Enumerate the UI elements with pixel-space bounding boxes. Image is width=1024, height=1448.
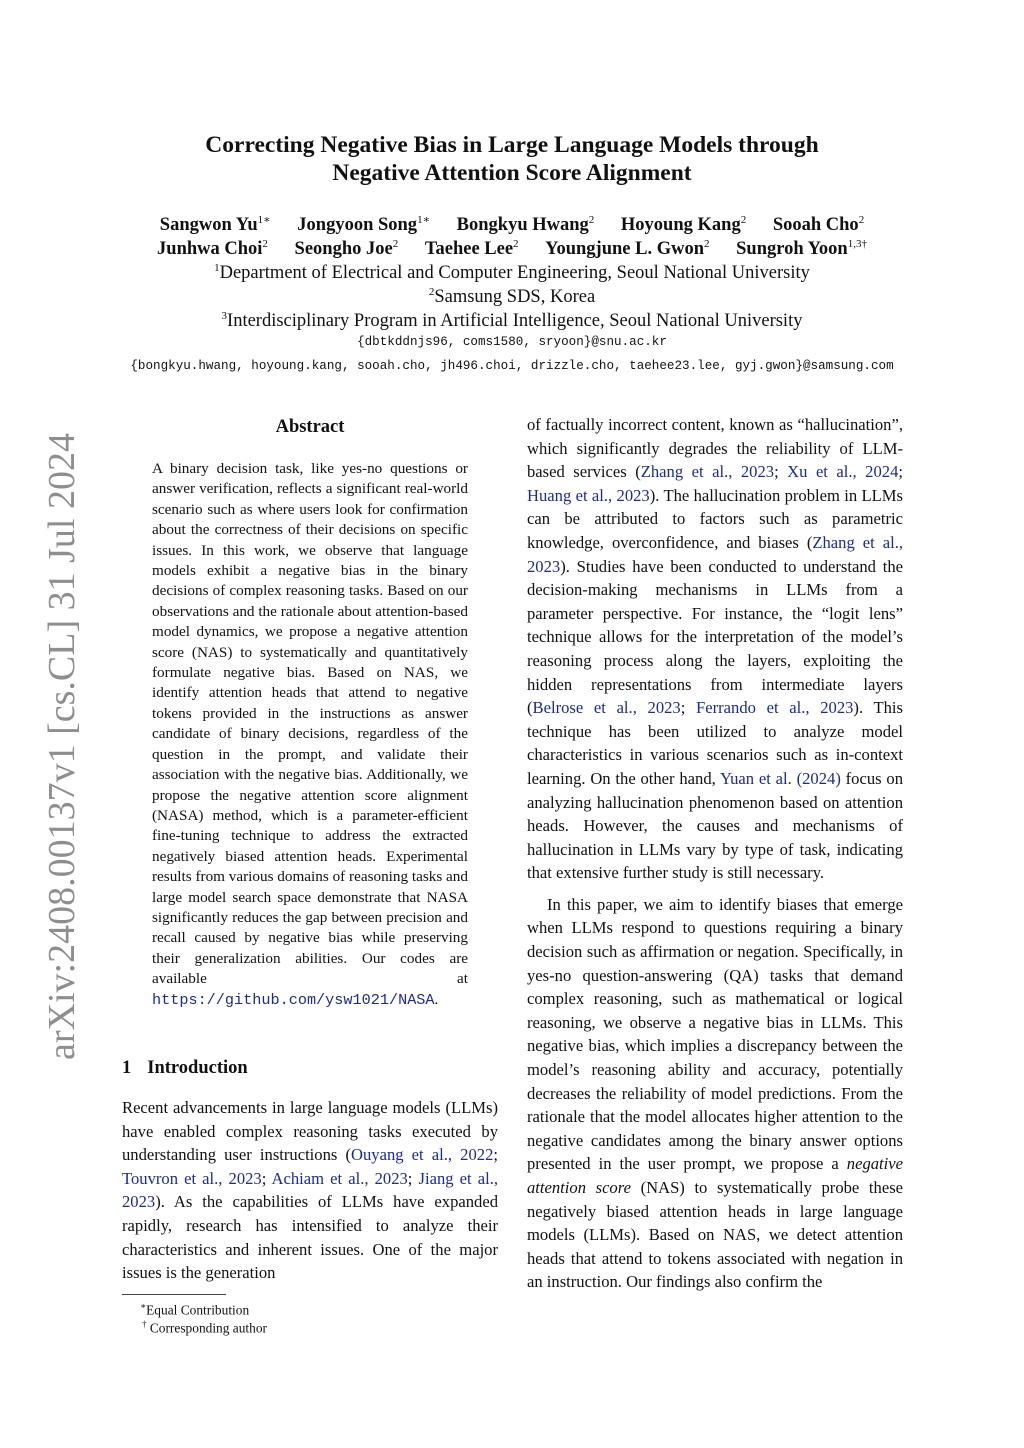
affiliation-2: $^2$Samsung SDS, Korea xyxy=(428,286,596,308)
email-line-1: {dbtkddnjs96, coms1580, sryoon}@snu.ac.kr xyxy=(357,335,667,349)
author: Youngjune L. Gwon$^2$ xyxy=(545,238,710,260)
abstract-body: A binary decision task, like yes-no questions or answer verification, reflects a significant real-world scenario such as where users look for confirmation about the correctness of their decisions on specific issues. In this work, we observe that language models exhibit a negative bias in the binary decisions of complex reasoning tasks. Based on our observations and the rationale about attention-based model dynamics, we propose a negative attention score (NAS) to systematically and quantitatively formulate negative bias. Based on NAS, we identify attention heads that attend to negative tokens provided in the instructions as answer candidate of binary decisions, regardless of the question in the prompt, and validate their association with the negative bias. Additionally, we propose the negative attention score alignment (NASA) method, which is a parameter-efficient fine-tuning technique to address the extracted negatively biased attention heads. Experimental results from various domains of reasoning tasks and large model search space demonstrate that NASA significantly reduces the gap between precision and recall caused by negative bias while preserving their generalization abilities. Our codes are available at https://github.com/ysw1021/NASA. xyxy=(152,460,468,1009)
citation-link[interactable]: Ouyang et al., 2022 xyxy=(351,1145,494,1165)
section-heading-introduction: 1 Introduction xyxy=(122,1058,248,1078)
author: Sungroh Yoon$^{1,3\dagger}$ xyxy=(736,238,867,260)
affiliation-3: $^3$Interdisciplinary Program in Artificial Intelligence, Seoul National University xyxy=(221,310,803,332)
citation-link[interactable]: Xu et al., 2024 xyxy=(787,462,899,482)
citation-link[interactable]: Belrose et al., 2023 xyxy=(532,698,681,718)
citation-link[interactable]: Huang et al., 2023 xyxy=(527,485,650,505)
author: Bongkyu Hwang$^2$ xyxy=(456,214,595,236)
footnote-equal-contribution: ∗Equal Contribution xyxy=(140,1301,250,1318)
citation-link[interactable]: Ferrando et al., 2023 xyxy=(696,698,854,718)
author: Hoyoung Kang$^2$ xyxy=(620,214,747,236)
abstract-heading: Abstract xyxy=(275,417,345,437)
citation-link[interactable]: Zhang et al., 2023 xyxy=(640,462,775,482)
author: Seongho Joe$^2$ xyxy=(294,238,399,260)
citation-link[interactable]: Achiam et al., 2023 xyxy=(271,1168,408,1188)
title-line-2: Negative Attention Score Alignment xyxy=(332,160,692,186)
introduction-paragraph-1: Recent advancements in large language models (LLMs) have enabled complex reasoning tasks executed by understanding user instructions (Ouyang et al., 2022; Touvron et al., 2023; Achiam et al., 2023; Jiang et al., 2023). As the capabilities of LLMs have expanded rapidly, research has intensified to analyze their characteristics and inherent issues. One of the major issues is the generation xyxy=(122,1098,498,1283)
citation-link[interactable]: Zhang et al., 2023 xyxy=(527,532,903,576)
paper-title xyxy=(112,131,912,187)
email-line-2: {bongkyu.hwang, hoyoung.kang, sooah.cho, jh496.choi, drizzle.cho, taehee23.lee, gyj.gwon}@samsung.com xyxy=(130,359,894,373)
author: Sooah Cho$^2$ xyxy=(772,214,865,236)
author: Junhwa Choi$^2$ xyxy=(157,238,268,260)
author: Taehee Lee$^2$ xyxy=(424,238,519,260)
author: Jongyoon Song$^{1∗}$ xyxy=(297,214,431,236)
right-column xyxy=(527,413,903,1294)
footnote-corresponding-author: † Corresponding author xyxy=(142,1319,267,1336)
citation-link[interactable]: Touvron et al., 2023 xyxy=(122,1168,262,1188)
arxiv-identifier-stamp: arXiv:2408.00137v1 [cs.CL] 31 Jul 2024 xyxy=(41,433,83,1060)
affiliation-1: $^1$Department of Electrical and Computer Engineering, Seoul National University xyxy=(214,262,810,284)
introduction-paragraph-2: In this paper, we aim to identify biases that emerge when LLMs respond to questions requiring a binary decision such as affirmation or negation. Specifically, in yes-no question-answering (QA) tasks that demand complex reasoning, such as mathematical or logical reasoning, we observe a negative bias in LLMs. This negative bias, which implies a discrepancy between the model’s reasoning ability and accuracy, potentially decreases the reliability of model predictions. From the rationale that the model allocates higher attention to the negative candidates among the binary answer options presented in the user prompt, we propose a negative attention score (NAS) to systematically probe these negatively biased attention heads in large language models (LLMs). Based on NAS, we detect attention heads that attend to tokens associated with negation in an instruction. Our findings also confirm the xyxy=(527,894,904,1292)
citation-link[interactable]: Jiang et al., 2023 xyxy=(122,1168,498,1212)
footnote-divider xyxy=(122,1294,226,1295)
title-line-1: Correcting Negative Bias in Large Language Models through xyxy=(205,132,819,158)
introduction-paragraph-1-continued: of factually incorrect content, known as “hallucination”, which significantly degrades the reliability of LLM-based services (Zhang et al., 2023; Xu et al., 2024; Huang et al., 2023). The hallucination problem in LLMs can be attributed to factors such as parametric knowledge, overconfidence, and biases (Zhang et al., 2023). Studies have been conducted to understand the decision-making mechanisms in LLMs from a parameter perspective. For instance, the “logit lens” technique allows for the interpretation of the model’s reasoning process along the layers, exploiting the hidden representations from intermediate layers (Belrose et al., 2023; Ferrando et al., 2023). This technique has been utilized to analyze model characteristics in various scenarios such as in-context learning. On the other hand, Yuan et al. (2024) focus on analyzing hallucination phenomenon based on attention heads. However, the causes and mechanisms of hallucination in LLMs vary by type of task, indicating that extensive further study is still necessary. xyxy=(527,415,903,883)
code-repository-link[interactable]: https://github.com/ysw1021/NASA xyxy=(152,990,435,1009)
author: Sangwon $Yu^{1∗}$ xyxy=(159,214,271,236)
citation-link[interactable]: Yuan et al. (2024) xyxy=(719,768,841,788)
